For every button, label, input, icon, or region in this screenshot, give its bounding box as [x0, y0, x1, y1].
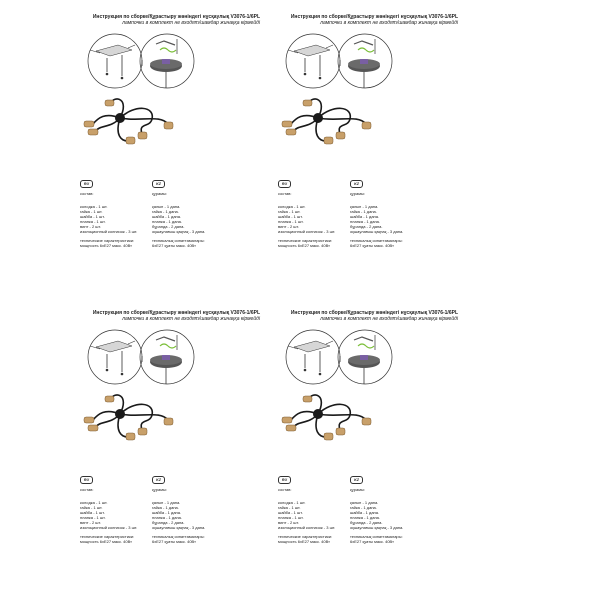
kz-heading: құрамы: [350, 487, 365, 492]
kz-item: оқшаулағыш қақпақ - 3 дана. [152, 525, 206, 530]
ru-section [278, 180, 335, 248]
ru-item: изоляционный колпачок - 3 шт. [80, 229, 138, 234]
ru-item: винт - 2 шт. [80, 224, 101, 229]
ru-item: гайка - 1 шт. [278, 209, 301, 214]
kz-item: планка - 1 дана. [350, 219, 380, 224]
mounting-bar-detail [286, 34, 340, 88]
kz-spec: 6xE27 қуаты макс. 40Вт [350, 243, 394, 248]
ru-spec-heading: технические характеристики: [278, 534, 333, 539]
assembly-diagram [60, 320, 260, 460]
ru-spec-heading: технические характеристики: [80, 238, 135, 243]
kz-section [152, 476, 205, 544]
title-line-2: лампочки в комплект не входят/шамдар жинаққа кірмейді [320, 316, 458, 322]
instruction-sheet [258, 14, 458, 284]
assembly-diagram [258, 24, 458, 164]
canopy-detail [338, 34, 392, 88]
ru-spec: мощность 6xE27 макс. 40Вт [80, 539, 132, 544]
ru-item-list [278, 500, 335, 530]
ru-item: планка - 1 шт. [80, 515, 106, 520]
ru-badge: RU [80, 476, 93, 484]
canopy-detail [140, 34, 194, 88]
kz-item: қалып - 1 дана. [152, 500, 181, 505]
assembly-diagram [60, 24, 260, 164]
kz-badge: KZ [152, 180, 165, 188]
ru-item: шайба - 1 шт. [278, 214, 303, 219]
ru-section [80, 476, 137, 544]
kz-item: қалып - 1 дана. [152, 204, 181, 209]
ru-item: шайба - 1 шт. [80, 510, 105, 515]
title-line-1: Инструкция по сборке/Құрастыру жөніндегі нұсқаулық V3076-1/6PL [92, 14, 260, 20]
ru-spec: мощность 6xE27 макс. 40Вт [278, 539, 330, 544]
kz-item: бұранда - 2 дана. [350, 520, 383, 525]
ru-section [80, 180, 137, 248]
ru-heading: состав: [80, 487, 94, 492]
kz-section [152, 180, 205, 248]
kz-item: бұранда - 2 дана. [152, 224, 185, 229]
ru-section [278, 476, 335, 544]
kz-spec-heading: техникалық сипаттамалары: [152, 534, 205, 539]
kz-section [350, 180, 403, 248]
canopy-detail [140, 330, 194, 384]
instruction-sheet [258, 310, 458, 580]
canopy-detail [338, 330, 392, 384]
ru-item: изоляционный колпачок - 3 шт. [278, 229, 336, 234]
kz-item-list [152, 204, 205, 234]
kz-item-list [350, 500, 403, 530]
kz-item: планка - 1 дана. [152, 219, 182, 224]
kz-item: гайка - 1 дана. [350, 209, 377, 214]
ru-item: шайба - 1 шт. [278, 510, 303, 515]
kz-section [350, 476, 403, 544]
ru-spec-heading: технические характеристики: [80, 534, 135, 539]
kz-heading: құрамы: [152, 191, 167, 196]
kz-item: гайка - 1 дана. [350, 505, 377, 510]
chandelier-illustration [84, 395, 173, 440]
ru-item: винт - 2 шт. [80, 520, 101, 525]
kz-heading: құрамы: [350, 191, 365, 196]
ru-item: изоляционный колпачок - 3 шт. [80, 525, 138, 530]
mounting-bar-detail [286, 330, 340, 384]
title-line-1: Инструкция по сборке/Құрастыру жөніндегі нұсқаулық V3076-1/6PL [290, 14, 458, 20]
ru-item: планка - 1 шт. [278, 219, 304, 224]
kz-item: шайба - 1 дана. [152, 214, 182, 219]
chandelier-illustration [84, 99, 173, 144]
kz-item: планка - 1 дана. [350, 515, 380, 520]
ru-item: колодка - 1 шт. [80, 204, 108, 209]
kz-badge: KZ [350, 180, 363, 188]
ru-item-list [80, 500, 137, 530]
title-line-1: Инструкция по сборке/Құрастыру жөніндегі нұсқаулық V3076-1/6PL [290, 310, 458, 316]
ru-item: колодка - 1 шт. [278, 204, 306, 209]
ru-spec: мощность 6xE27 макс. 40Вт [278, 243, 330, 248]
ru-item: планка - 1 шт. [278, 515, 304, 520]
kz-item-list [152, 500, 205, 530]
kz-spec: 6xE27 қуаты макс. 40Вт [152, 539, 196, 544]
kz-spec-heading: техникалық сипаттамалары: [152, 238, 205, 243]
ru-item: шайба - 1 шт. [80, 214, 105, 219]
mounting-bar-detail [88, 330, 142, 384]
ru-item-list [80, 204, 137, 234]
ru-heading: состав: [278, 191, 292, 196]
kz-spec-heading: техникалық сипаттамалары: [350, 238, 403, 243]
kz-spec: 6xE27 қуаты макс. 40Вт [350, 539, 394, 544]
kz-item: планка - 1 дана. [152, 515, 182, 520]
ru-heading: состав: [278, 487, 292, 492]
kz-heading: құрамы: [152, 487, 167, 492]
ru-item: гайка - 1 шт. [80, 505, 103, 510]
kz-item: қалып - 1 дана. [350, 204, 379, 209]
kz-item: шайба - 1 дана. [350, 214, 380, 219]
ru-badge: RU [278, 180, 291, 188]
mounting-bar-detail [88, 34, 142, 88]
ru-spec: мощность 6xE27 макс. 40Вт [80, 243, 132, 248]
ru-badge: RU [80, 180, 93, 188]
chandelier-illustration [282, 395, 371, 440]
instruction-sheet [60, 310, 260, 580]
ru-item: планка - 1 шт. [80, 219, 106, 224]
kz-spec: 6xE27 қуаты макс. 40Вт [152, 243, 196, 248]
ru-item: гайка - 1 шт. [80, 209, 103, 214]
instruction-sheet [60, 14, 260, 284]
kz-spec-heading: техникалық сипаттамалары: [350, 534, 403, 539]
ru-item: колодка - 1 шт. [278, 500, 306, 505]
ru-item: изоляционный колпачок - 3 шт. [278, 525, 336, 530]
kz-item: шайба - 1 дана. [152, 510, 182, 515]
title-line-2: лампочки в комплект не входят/шамдар жинаққа кірмейді [122, 316, 260, 322]
kz-item: оқшаулағыш қақпақ - 3 дана. [350, 229, 404, 234]
kz-badge: KZ [152, 476, 165, 484]
kz-item: қалып - 1 дана. [350, 500, 379, 505]
kz-item: бұранда - 2 дана. [152, 520, 185, 525]
ru-item: винт - 2 шт. [278, 520, 299, 525]
ru-item: колодка - 1 шт. [80, 500, 108, 505]
ru-badge: RU [278, 476, 291, 484]
kz-item-list [350, 204, 403, 234]
ru-heading: состав: [80, 191, 94, 196]
kz-item: шайба - 1 дана. [350, 510, 380, 515]
kz-item: оқшаулағыш қақпақ - 3 дана. [350, 525, 404, 530]
kz-item: гайка - 1 дана. [152, 209, 179, 214]
kz-item: оқшаулағыш қақпақ - 3 дана. [152, 229, 206, 234]
ru-spec-heading: технические характеристики: [278, 238, 333, 243]
assembly-diagram [258, 320, 458, 460]
ru-item: гайка - 1 шт. [278, 505, 301, 510]
ru-item-list [278, 204, 335, 234]
title-line-1: Инструкция по сборке/Құрастыру жөніндегі нұсқаулық V3076-1/6PL [92, 310, 260, 316]
kz-item: бұранда - 2 дана. [350, 224, 383, 229]
chandelier-illustration [282, 99, 371, 144]
title-line-2: лампочки в комплект не входят/шамдар жинаққа кірмейді [122, 20, 260, 26]
kz-item: гайка - 1 дана. [152, 505, 179, 510]
kz-badge: KZ [350, 476, 363, 484]
ru-item: винт - 2 шт. [278, 224, 299, 229]
title-line-2: лампочки в комплект не входят/шамдар жинаққа кірмейді [320, 20, 458, 26]
